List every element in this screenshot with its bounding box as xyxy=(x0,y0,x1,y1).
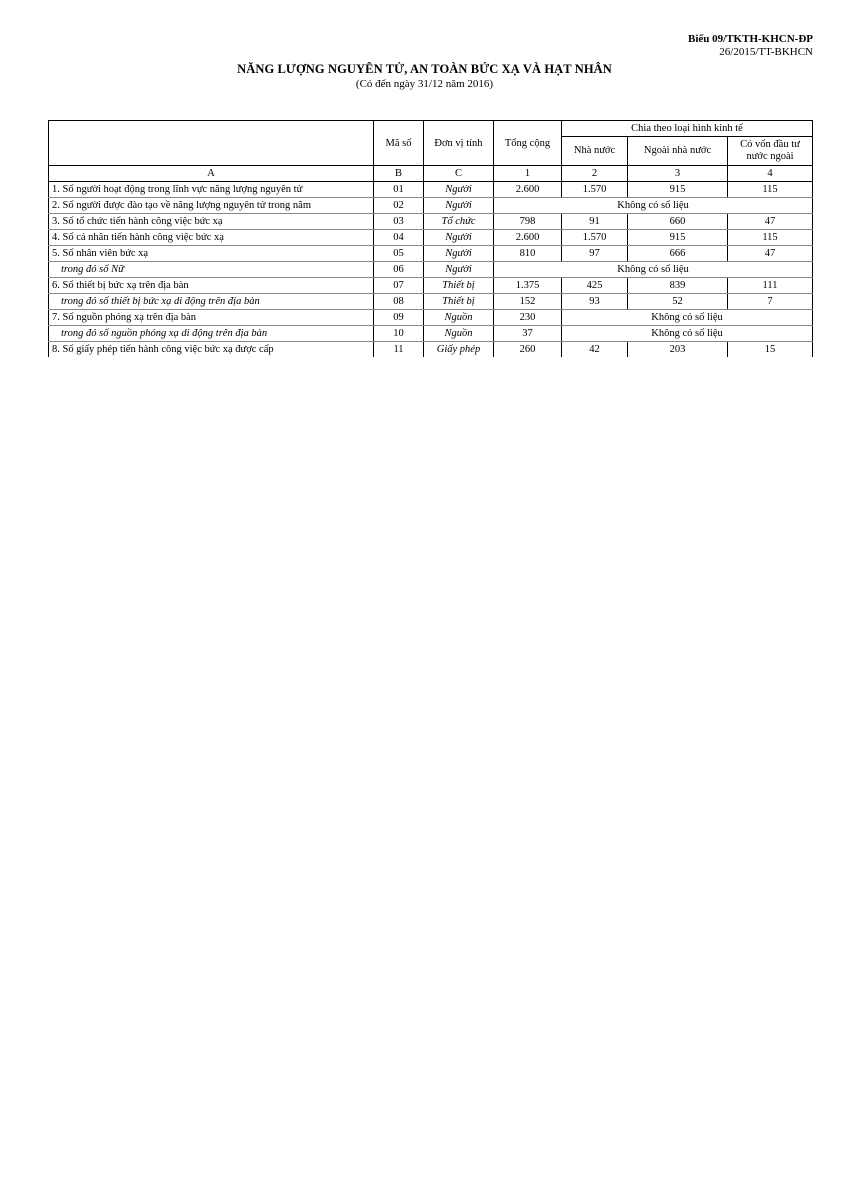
row-name: trong đó số Nữ xyxy=(49,262,374,278)
row-name: 6. Số thiết bị bức xạ trên địa bàn xyxy=(49,278,374,294)
row-no-data: Không có số liệu xyxy=(562,326,813,342)
row-non-state: 660 xyxy=(628,214,728,230)
row-unit: Người xyxy=(424,182,494,198)
col-letter: 1 xyxy=(494,166,562,182)
header-unit: Đơn vị tính xyxy=(424,121,494,166)
table-row xyxy=(49,198,813,214)
header-state: Nhà nước xyxy=(562,137,628,166)
header-non-state: Ngoài nhà nước xyxy=(628,137,728,166)
row-name: 3. Số tổ chức tiến hành công việc bức xạ xyxy=(49,214,374,230)
row-code: 05 xyxy=(374,246,424,262)
row-name: trong đó số nguồn phóng xạ di động trên địa bàn xyxy=(49,326,374,342)
row-no-data: Không có số liệu xyxy=(494,262,813,278)
row-total: 152 xyxy=(494,294,562,310)
row-non-state: 915 xyxy=(628,182,728,198)
row-fdi: 47 xyxy=(728,214,813,230)
col-letter: 2 xyxy=(562,166,628,182)
row-fdi: 111 xyxy=(728,278,813,294)
row-total: 1.375 xyxy=(494,278,562,294)
statistics-table xyxy=(48,120,813,357)
row-non-state: 666 xyxy=(628,246,728,262)
table-row xyxy=(49,230,813,246)
row-unit: Giấy phép xyxy=(424,342,494,358)
row-state: 91 xyxy=(562,214,628,230)
row-total: 798 xyxy=(494,214,562,230)
column-letter-row xyxy=(49,166,813,182)
table-row xyxy=(49,262,813,278)
col-letter: 4 xyxy=(728,166,813,182)
col-letter: B xyxy=(374,166,424,182)
row-name: 1. Số người hoạt động trong lĩnh vực năng lượng nguyên tử xyxy=(49,182,374,198)
form-code-line2: 26/2015/TT-BKHCN xyxy=(719,46,813,58)
row-non-state: 915 xyxy=(628,230,728,246)
row-unit: Thiết bị xyxy=(424,294,494,310)
table-row xyxy=(49,246,813,262)
row-name: 7. Số nguồn phóng xạ trên địa bàn xyxy=(49,310,374,326)
col-letter: A xyxy=(49,166,374,182)
row-name: 8. Số giấy phép tiến hành công việc bức xạ được cấp xyxy=(49,342,374,358)
row-code: 04 xyxy=(374,230,424,246)
row-name: 5. Số nhân viên bức xạ xyxy=(49,246,374,262)
table-row xyxy=(49,294,813,310)
row-code: 11 xyxy=(374,342,424,358)
row-non-state: 839 xyxy=(628,278,728,294)
row-state: 93 xyxy=(562,294,628,310)
row-no-data: Không có số liệu xyxy=(562,310,813,326)
row-state: 1.570 xyxy=(562,230,628,246)
form-code-line1: Biểu 09/TKTH-KHCN-ĐP xyxy=(688,33,813,45)
row-non-state: 52 xyxy=(628,294,728,310)
row-fdi: 115 xyxy=(728,182,813,198)
page-title: NĂNG LƯỢNG NGUYÊN TỬ, AN TOÀN BỨC XẠ VÀ HẠT NHÂN xyxy=(237,62,612,76)
row-total: 37 xyxy=(494,326,562,342)
row-total: 230 xyxy=(494,310,562,326)
row-name: 4. Số cá nhân tiến hành công việc bức xạ xyxy=(49,230,374,246)
row-unit: Người xyxy=(424,198,494,214)
row-code: 07 xyxy=(374,278,424,294)
table-row xyxy=(49,214,813,230)
row-unit: Người xyxy=(424,262,494,278)
row-state: 97 xyxy=(562,246,628,262)
page-subtitle: (Có đến ngày 31/12 năm 2016) xyxy=(355,78,494,90)
row-code: 06 xyxy=(374,262,424,278)
form-code xyxy=(688,33,813,59)
row-state: 42 xyxy=(562,342,628,358)
row-code: 03 xyxy=(374,214,424,230)
row-non-state: 203 xyxy=(628,342,728,358)
header-total: Tổng cộng xyxy=(494,121,562,166)
header-code: Mã số xyxy=(374,121,424,166)
col-letter: 3 xyxy=(628,166,728,182)
row-code: 01 xyxy=(374,182,424,198)
row-total: 810 xyxy=(494,246,562,262)
row-unit: Người xyxy=(424,246,494,262)
row-fdi: 7 xyxy=(728,294,813,310)
row-code: 10 xyxy=(374,326,424,342)
row-fdi: 115 xyxy=(728,230,813,246)
table-row xyxy=(49,326,813,342)
row-code: 02 xyxy=(374,198,424,214)
row-name: trong đó số thiết bị bức xạ di động trên địa bàn xyxy=(49,294,374,310)
row-unit: Nguồn xyxy=(424,326,494,342)
row-total: 2.600 xyxy=(494,182,562,198)
table-row xyxy=(49,342,813,358)
header-fdi: Có vốn đầu tư nước ngoài xyxy=(728,137,813,166)
row-total: 260 xyxy=(494,342,562,358)
row-unit: Nguồn xyxy=(424,310,494,326)
header-group: Chia theo loại hình kinh tế xyxy=(562,121,813,137)
row-code: 08 xyxy=(374,294,424,310)
row-state: 425 xyxy=(562,278,628,294)
row-total: 2.600 xyxy=(494,230,562,246)
row-name: 2. Số người được đào tạo về năng lượng nguyên tử trong năm xyxy=(49,198,374,214)
row-code: 09 xyxy=(374,310,424,326)
row-fdi: 15 xyxy=(728,342,813,358)
col-letter: C xyxy=(424,166,494,182)
row-unit: Thiết bị xyxy=(424,278,494,294)
table-row xyxy=(49,182,813,198)
row-unit: Tổ chức xyxy=(424,214,494,230)
row-state: 1.570 xyxy=(562,182,628,198)
row-no-data: Không có số liệu xyxy=(494,198,813,214)
row-unit: Người xyxy=(424,230,494,246)
row-fdi: 47 xyxy=(728,246,813,262)
header-blank xyxy=(49,121,374,166)
table-row xyxy=(49,278,813,294)
table-row xyxy=(49,310,813,326)
